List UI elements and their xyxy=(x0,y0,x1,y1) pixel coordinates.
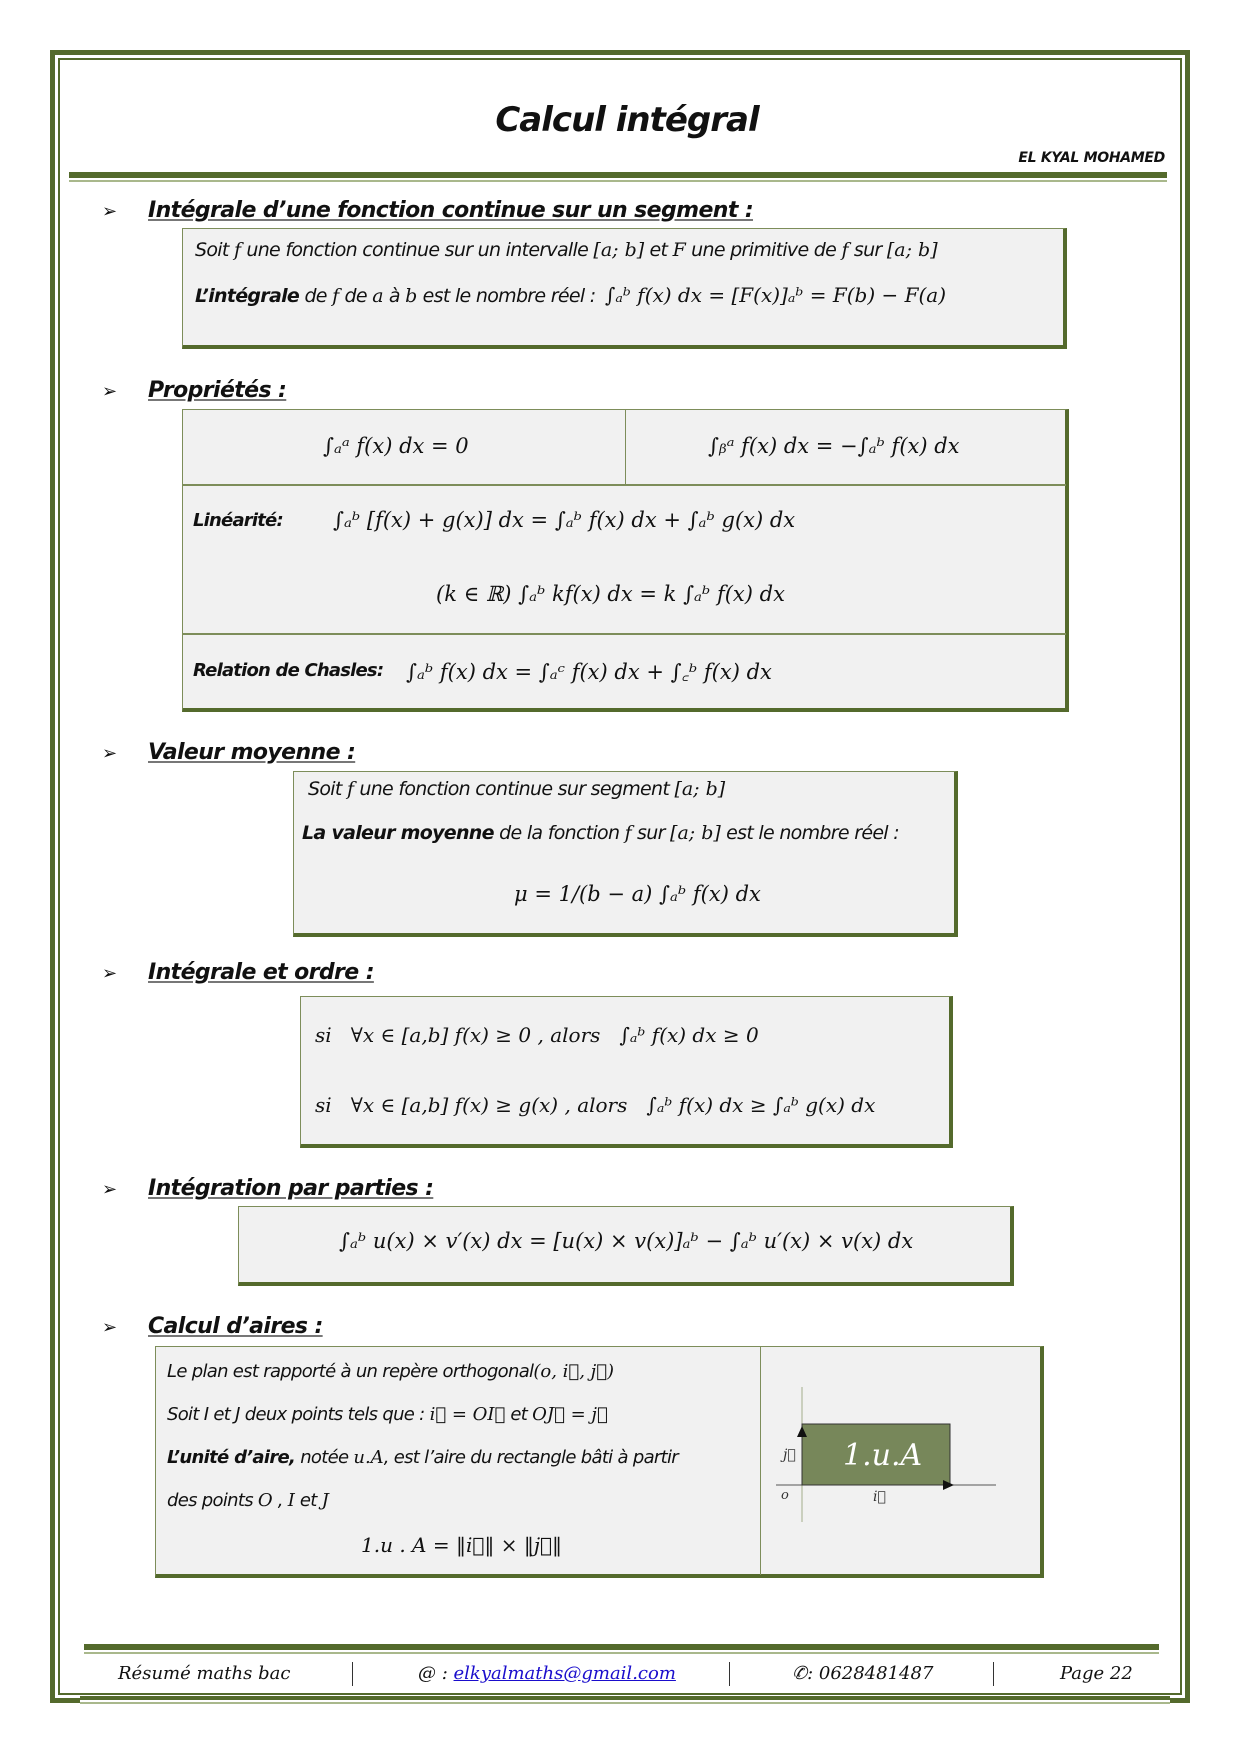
arrow-bullet-icon: ➢ xyxy=(102,201,117,222)
arrow-bullet-icon: ➢ xyxy=(102,1179,117,1200)
section-heading-proprietes: ➢ Propriétés : xyxy=(102,378,287,403)
area-line-2: Soit I et J deux points tels que : i⃗ = OI⃗ et OJ⃗ = j⃗ xyxy=(167,1404,608,1425)
page-number: Page 22 xyxy=(1060,1663,1133,1684)
definition-line-2: L’intégrale de f de a à b est le nombre réel : xyxy=(195,285,596,307)
origin-label: o xyxy=(781,1488,789,1503)
arrow-bullet-icon: ➢ xyxy=(102,743,117,764)
rect-label: 1.u.A xyxy=(843,1438,923,1473)
section-heading-aires: ➢ Calcul d’aires : xyxy=(102,1314,323,1339)
definition-formula: ∫ₐᵇ f(x) dx = [F(x)]ₐᵇ = F(b) − F(a) xyxy=(605,283,946,307)
order-row-2: si ∀x ∈ [a,b] f(x) ≥ g(x) , alors ∫ₐᵇ f(x) dx ≥ ∫ₐᵇ g(x) dx xyxy=(315,1093,876,1117)
arrow-bullet-icon: ➢ xyxy=(102,1317,117,1338)
arrow-bullet-icon: ➢ xyxy=(102,381,117,402)
property-null-interval: ∫ₐᵃ f(x) dx = 0 xyxy=(323,434,469,458)
table-divider xyxy=(625,410,626,485)
chasles-formula: ∫ₐᵇ f(x) dx = ∫ₐᶜ f(x) dx + ∫꜀ᵇ f(x) dx xyxy=(406,660,772,684)
area-line-3: L’unité d’aire, notée u.A, est l’aire du rectangle bâti à partir xyxy=(167,1447,678,1468)
integration-by-parts-formula: ∫ₐᵇ u(x) × v′(x) dx = [u(x) × v(x)]ₐᵇ − ∫ₐᵇ u′(x) × v(x) dx xyxy=(339,1229,914,1253)
linearite-label: Linéarité: xyxy=(193,510,283,531)
order-box xyxy=(300,996,953,1148)
footer-rule-top xyxy=(84,1644,1159,1652)
section-heading-integrale: ➢ Intégrale d’une fonction continue sur un segment : xyxy=(102,198,754,223)
unit-area-formula: 1.u . A = ‖i⃗‖ × ‖j⃗‖ xyxy=(361,1533,563,1557)
integration-by-parts-box xyxy=(238,1206,1014,1286)
footer-email: @ : elkyalmaths@gmail.com xyxy=(418,1663,676,1684)
footer-title: Résumé maths bac xyxy=(118,1663,291,1684)
table-divider xyxy=(183,633,1066,635)
email-link[interactable]: elkyalmaths@gmail.com xyxy=(453,1663,676,1684)
order-row-1: si ∀x ∈ [a,b] f(x) ≥ 0 , alors ∫ₐᵇ f(x) dx ≥ 0 xyxy=(315,1023,759,1047)
footer-phone: ✆: 0628481487 xyxy=(792,1663,934,1684)
mean-value-formula: μ = 1/(b − a) ∫ₐᵇ f(x) dx xyxy=(514,882,761,906)
footer-rule-bottom xyxy=(80,1696,1170,1702)
definition-line-1: Soit f une fonction continue sur un intervalle [a; b] et F une primitive de f sur [a; b] xyxy=(195,239,938,261)
section-heading-ordre: ➢ Intégrale et ordre : xyxy=(102,960,374,985)
properties-table xyxy=(182,409,1069,712)
section-heading-parties: ➢ Intégration par parties : xyxy=(102,1176,434,1201)
mean-value-box xyxy=(293,771,958,937)
i-vector-label: i⃗ xyxy=(873,1489,886,1505)
area-box xyxy=(155,1346,1044,1578)
mean-value-line-2: La valeur moyenne de la fonction f sur [a; b] est le nombre réel : xyxy=(302,822,899,844)
j-vector-label: j⃗ xyxy=(783,1447,796,1463)
mean-value-line-1: Soit f une fonction continue sur segment [a; b] xyxy=(308,778,726,800)
header-rule xyxy=(69,172,1167,180)
linearite-formula-sum: ∫ₐᵇ [f(x) + g(x)] dx = ∫ₐᵇ f(x) dx + ∫ₐᵇ g(x) dx xyxy=(333,508,796,532)
chasles-label: Relation de Chasles: xyxy=(193,660,384,681)
footer-separator xyxy=(993,1662,994,1686)
section-heading-valeur-moyenne: ➢ Valeur moyenne : xyxy=(102,740,356,765)
definition-box xyxy=(182,228,1067,349)
table-divider xyxy=(183,484,1066,486)
property-bounds-swap: ∫ᵦᵃ f(x) dx = −∫ₐᵇ f(x) dx xyxy=(708,434,960,458)
area-line-4: des points O , I et J xyxy=(167,1490,329,1511)
footer-separator xyxy=(729,1662,730,1686)
arrow-bullet-icon: ➢ xyxy=(102,963,117,984)
page-title: Calcul intégral xyxy=(495,100,759,140)
footer-separator xyxy=(352,1662,353,1686)
area-line-1: Le plan est rapporté à un repère orthogonal(o, i⃗, j⃗) xyxy=(167,1361,615,1382)
unit-area-diagram xyxy=(761,1347,1041,1575)
author-name: EL KYAL MOHAMED xyxy=(1018,150,1165,166)
linearite-formula-scalar: (k ∈ ℝ) ∫ₐᵇ kf(x) dx = k ∫ₐᵇ f(x) dx xyxy=(436,582,785,606)
